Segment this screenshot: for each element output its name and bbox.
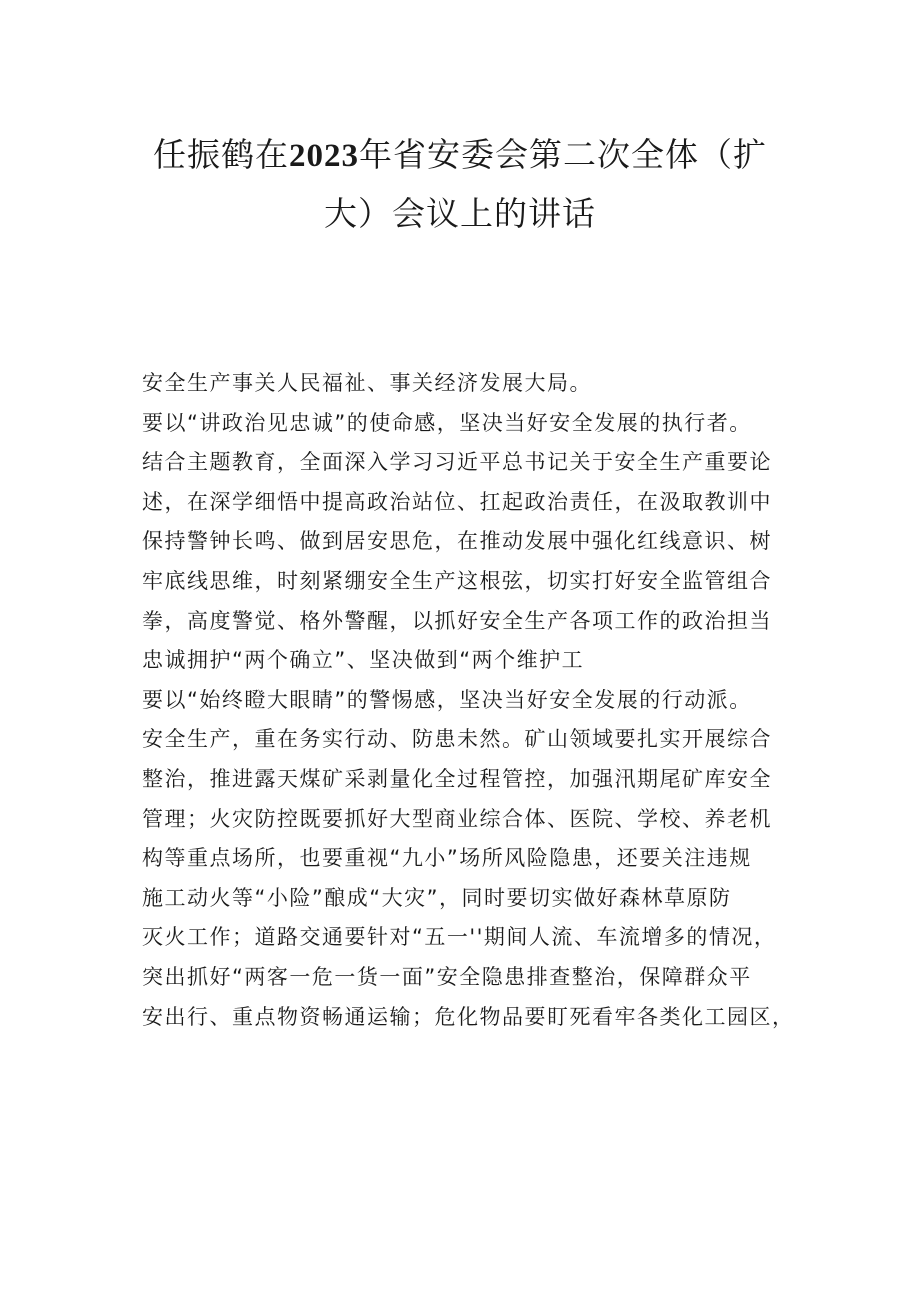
body-line: 要以“讲政治见忠诚”的使命感，坚决当好安全发展的执行者。 <box>142 410 752 435</box>
document-title <box>120 126 800 243</box>
title-line2: 大）会议上的讲话 <box>324 194 596 233</box>
title-year: 2023 <box>289 138 359 174</box>
document-body <box>142 364 802 1037</box>
body-line: 安全生产，重在务实行动、防患未然。矿山领域要扎实开展综合 <box>142 727 772 752</box>
title-line1-pre: 任振鹤在 <box>153 135 289 174</box>
body-line: 保持警钟长鸣、做到居安思危，在推动发展中强化红线意识、树 <box>142 529 772 554</box>
body-line: 突出抓好“两客一危一货一面”安全隐患排查整治，保障群众平 <box>142 964 752 989</box>
body-line: 安出行、重点物资畅通运输；危化物品要盯死看牢各类化工园区， <box>142 1004 795 1029</box>
body-line: 要以“始终瞪大眼睛”的警惕感，坚决当好安全发展的行动派。 <box>142 687 752 712</box>
body-line: 构等重点场所，也要重视“九小”场所风险隐患，还要关注违规 <box>142 846 752 871</box>
body-line: 安全生产事关人民福祉、事关经济发展大局。 <box>142 371 592 395</box>
body-line: 述，在深学细悟中提高政治站位、扛起政治责任，在汲取教训中 <box>142 489 772 514</box>
body-line: 牢底线思维，时刻紧绷安全生产这根弦，切实打好安全监管组合 <box>142 568 772 593</box>
body-line: 拳，高度警觉、格外警醒，以抓好安全生产各项工作的政治担当 <box>142 608 772 633</box>
body-line: 管理；火灾防控既要抓好大型商业综合体、医院、学校、养老机 <box>142 806 772 831</box>
body-line: 结合主题教育，全面深入学习习近平总书记关于安全生产重要论 <box>142 450 772 475</box>
body-line: 忠诚拥护“两个确立”、坚决做到“两个维护工 <box>142 648 585 673</box>
body-line: 灭火工作；道路交通要针对“五一''期间人流、车流增多的情况， <box>142 925 777 950</box>
body-line: 施工动火等“小险”酿成“大灾”，同时要切实做好森林草原防 <box>142 885 732 910</box>
body-line: 整治，推进露天煤矿采剥量化全过程管控，加强汛期尾矿库安全 <box>142 766 772 791</box>
title-line1-post: 年省安委会第二次全体（扩 <box>359 135 767 174</box>
